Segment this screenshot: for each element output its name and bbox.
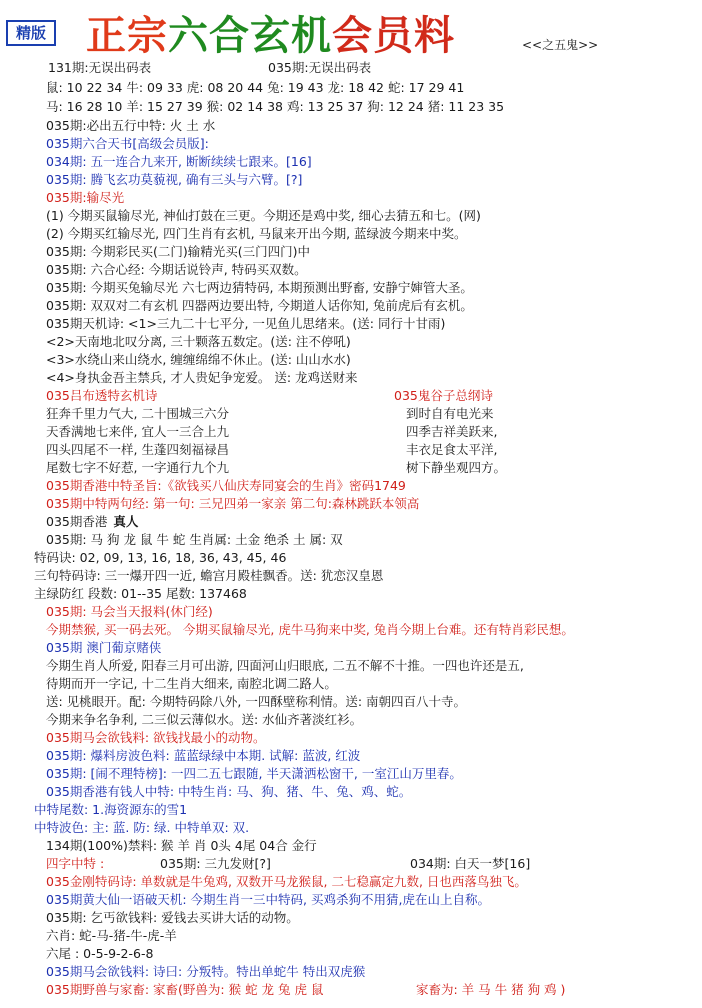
six-zodiac-line: 六肖: 蛇-马-猪-牛-虎-羊: [46, 928, 177, 943]
title-part-2: 六合玄机: [168, 12, 332, 59]
guiguzi-poem-4: 树下静坐观四方。: [406, 460, 507, 475]
money-smallest-animal: 035期马会欲钱料: 欲钱找最小的动物。: [46, 730, 266, 745]
code-table-title-035: 035期:无误出码表: [268, 60, 372, 75]
vajra-poem-line: 035金刚特码诗: 单数就是牛兔鸡, 双数开马龙猴鼠, 二七稳赢定九数, 日也西落鸟独飞。: [46, 874, 527, 889]
macau-gambler-4: 今期来争名争利, 二三似云薄似水。送: 水仙齐著淡红衫。: [46, 712, 363, 727]
monkey-ban-line: 今期禁猴, 买一码去死。 今期买鼠输尽光, 虎牛马狗来中奖, 兔肖今期上台难。还有特肖彩民想。: [46, 622, 574, 637]
heaven-book-title: 035期六合天书[高级会员版]:: [46, 136, 209, 151]
macau-gambler-1: 今期生肖人所爱, 阳春三月可出游, 四面河山归眼底, 二五不解不十推。一四也许还是五,: [46, 658, 524, 673]
heaven-book-035: 035期: 腾飞玄功莫藐视, 确有三头与六臂。[?]: [46, 172, 303, 187]
zodiac-numbers-row-1: 鼠: 10 22 34 牛: 09 33 虎: 08 20 44 兔: 19 43 龙: 18 42 蛇: 17 29 41: [46, 80, 465, 95]
horse-club-poem-line: 035期马会欲钱料: 诗曰: 分叛特。特出单蛇牛 特出双虎猴: [46, 964, 366, 979]
wong-tai-sin-line: 035期黄大仙一语破天机: 今期生肖一三中特码, 买鸡杀狗不用猜,虎在山上自称。: [46, 892, 490, 907]
four-char-034: 034期: 白天一梦[16]: [410, 856, 531, 871]
lubu-poem-title: 035吕布透特玄机诗: [46, 388, 158, 403]
three-line-poem: 三句特码诗: 三一爆开四一近, 蟾宫月殿桂飘香。送: 犹恋汉皇恩: [34, 568, 384, 583]
lubu-poem-3: 四头四尾不一样, 生蓬四刻福禄昌: [46, 442, 229, 457]
page-title: [86, 4, 455, 61]
livestock-line: 家畜为: 羊 马 牛 猪 狗 鸡 ): [416, 982, 566, 997]
lubu-poem-1: 狂奔千里力气大, 二十围城三六分: [46, 406, 229, 421]
heaven-poem-1: 035期天机诗: <1>三九二十七平分, 一见鱼儿思绪来。(送: 同行十甘雨): [46, 316, 446, 331]
lose-all-title: 035期:输尽光: [46, 190, 125, 205]
special-tail-line: 中特尾数: 1.海资源东的雪1: [34, 802, 188, 817]
code-table-title-131: 131期:无误出码表: [48, 60, 152, 75]
special-code-formula: 特码诀: 02, 09, 13, 16, 18, 36, 43, 45, 46: [34, 550, 287, 565]
lubu-poem-4: 尾数七字不好惹, 一字通行九个九: [46, 460, 229, 475]
hk-real-person-label: [46, 512, 138, 531]
horse-club-news-title: 035期: 马会当天报料(休门经): [46, 604, 213, 619]
guiguzi-poem-1: 到时自有电光来: [406, 406, 494, 421]
guiguzi-poem-2: 四季吉祥美跃来,: [406, 424, 498, 439]
lubu-poem-2: 天香满地七来伴, 宜人一三合上九: [46, 424, 229, 439]
zodiac-numbers-row-2: 马: 16 28 10 羊: 15 27 39 猴: 02 14 38 鸡: 13 25 37 狗: 12 24 猪: 11 23 35: [46, 99, 505, 114]
wild-beasts-line: 035期野兽与家畜: 家畜(野兽为: 猴 蛇 龙 兔 虎 鼠: [46, 982, 324, 997]
rabbit-lose-line: 035期: 今期买兔输尽光 六七两边猜特码, 本期预测出野畜, 安静宁婶管大圣。: [46, 280, 473, 295]
hk-edict-line: 035期香港中特圣旨:《欲钱买八仙庆寿同宴会的生肖》密码1749: [46, 478, 406, 493]
lose-all-line-3: 035期: 今期彩民买(二门)输精光买(三门四门)中: [46, 244, 311, 259]
beggar-material-line: 035期: 乞丐欲钱料: 爱钱去买讲大话的动物。: [46, 910, 299, 925]
heaven-book-034: 034期: 五一连合九来开, 断断续续七跟来。[16]: [46, 154, 312, 169]
green-red-segments: 主绿防红 段数: 01--35 尾数: 137468: [34, 586, 247, 601]
zodiac-attributes-line: 035期: 马 狗 龙 鼠 牛 蛇 生肖属: 土金 绝杀 土 属: 双: [46, 532, 343, 547]
hk-real-person-prefix: 035期香港: [46, 514, 108, 529]
four-char-label: 四字中特 :: [46, 856, 105, 871]
hk-real-person-stamp: 真人: [113, 514, 139, 529]
rich-people-zodiac: 035期香港有钱人中特: 中特生肖: 马、狗、猪、牛、兔、鸡、蛇。: [46, 784, 412, 799]
pair-mystery-line: 035期: 双双对二有玄机 四器两边要出特, 今期道人话你知, 兔前虎后有玄机。: [46, 298, 473, 313]
lose-all-line-2: (2) 今期买红输尽光, 四门生肖有玄机, 马鼠来开出今期, 蓝绿波今期来中奖。: [46, 226, 467, 241]
special-color-line: 中特波色: 主: 蓝. 防: 绿. 中特单双: 双.: [34, 820, 250, 835]
six-tails-line: 六尾 : 0-5-9-2-6-8: [46, 946, 154, 961]
heaven-poem-4: <4>身执金吾主禁兵, 才人贵妃争宠爱。 送: 龙鸡送财来: [46, 370, 358, 385]
two-sutras-line: 035期中特两句经: 第一句: 三兄四弟一家亲 第二句:森林跳跃本领高: [46, 496, 420, 511]
macau-gambler-3: 送: 见桃眼开。配: 今期特码除八外, 一四酥壁称利情。送: 南朝四百八十寺。: [46, 694, 467, 709]
four-char-035: 035期: 三九发财[?]: [160, 856, 271, 871]
heaven-poem-2: <2>天南地北叹分离, 三十颗落五数定。(送: 注不停吼): [46, 334, 351, 349]
color-news-line: 035期: 爆料房波色料: 蓝蓝绿绿中本期. 试解: 蓝波, 红波: [46, 748, 361, 763]
macau-gambler-2: 待期而开一字记, 十二生肖大细来, 南腔北调二路人。: [46, 676, 337, 691]
title-part-3: 会员料: [332, 12, 455, 59]
heaven-poem-3: <3>水绕山来山绕水, 缠缠绵绵不休止。(送: 山山水水): [46, 352, 351, 367]
macau-gambler-title: 035期 澳门葡京赌侠: [46, 640, 162, 655]
five-elements-line: 035期:必出五行中特: 火 土 水: [46, 118, 216, 133]
ignore-chart-line: 035期: [闹不理特榜]: 一四二五七跟随, 半天潇洒松窗干, 一室江山万里春。: [46, 766, 462, 781]
header-tag: <<之五鬼>>: [522, 38, 599, 52]
edition-badge: 精版: [6, 20, 56, 46]
banned-material-line: 134期(100%)禁料: 猴 羊 肖 0头 4尾 04合 金行: [46, 838, 317, 853]
guiguzi-poem-3: 丰衣足食太平洋,: [406, 442, 498, 457]
lose-all-line-1: (1) 今期买鼠输尽光, 神仙打鼓在三更。今期还是鸡中奖, 细心去猜五和七。(网): [46, 208, 481, 223]
heart-sutra-line: 035期: 六合心经: 今期话说铃声, 特码买双数。: [46, 262, 307, 277]
guiguzi-poem-title: 035鬼谷子总纲诗: [394, 388, 493, 403]
page-header: [0, 0, 702, 59]
title-part-1: 正宗: [86, 12, 168, 59]
